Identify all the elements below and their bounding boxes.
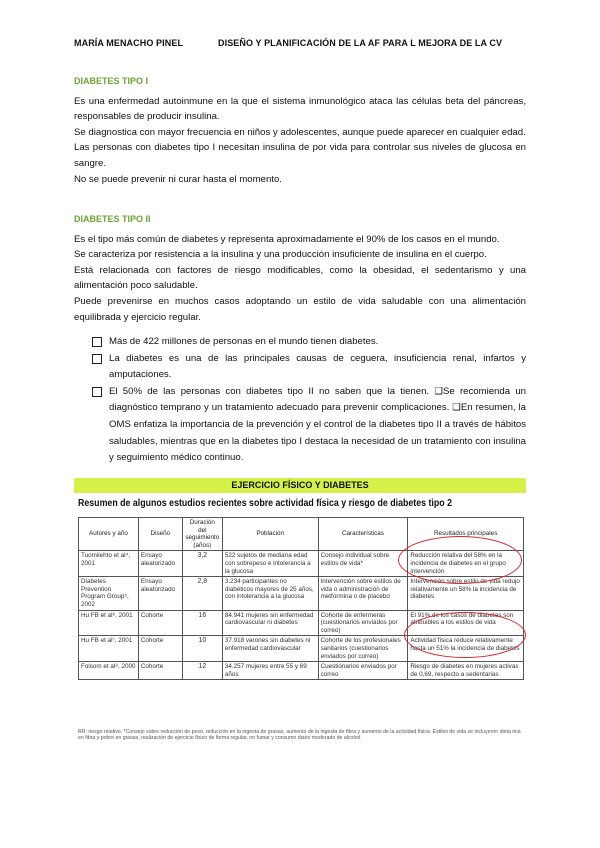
column-header: Autores y año bbox=[79, 518, 139, 551]
table-cell: Intervención sobre estilo de vida redujo relativamente un 58% la incidencia de diabetes bbox=[408, 577, 524, 610]
table-cell: 12 bbox=[182, 662, 222, 680]
list-item bbox=[92, 334, 526, 351]
header-author: MARÍA MENACHO PINEL bbox=[74, 38, 184, 48]
list-item-text: La diabetes es una de las principales causas de ceguera, insuficiencia renal, infartos y amputaciones. bbox=[109, 352, 526, 381]
table-cell: Hu FB et al⁶, 2001 bbox=[79, 610, 139, 636]
column-header: Características bbox=[318, 518, 408, 551]
table-cell: 37.918 varones sin diabetes ni enfermedad cardiovascular bbox=[222, 636, 318, 662]
paragraph: Está relacionada con factores de riesgo modificables, como la obesidad, el sedentarismo y una alimentación poco saludable. bbox=[74, 264, 526, 292]
paragraph: Las personas con diabetes tipo I necesitan insulina de por vida para controlar sus niveles de glucosa en sangre. bbox=[74, 142, 526, 169]
column-header: Duración del seguimiento (años) bbox=[182, 518, 222, 551]
list-item bbox=[92, 384, 526, 467]
table-cell: 3,2 bbox=[182, 551, 222, 577]
paragraph: Es el tipo más común de diabetes y representa aproximadamente el 90% de los casos en el mundo. bbox=[74, 233, 500, 245]
list-item-text: El 50% de las personas con diabetes tipo II no saben que la tienen. ❑Se recomienda un diagnóstico temprano y un tratamiento adecuado para prevenir complicaciones. ❑En resumen, la OMS enfatiza la importancia de la prevención y el control de la diabetes tipo II a través de hábitos saludables, mientras que en la diabetes tipo I destaca la necesidad de un tratamiento con insulina y seguimiento médico continuo. bbox=[109, 385, 526, 464]
paragraph: Es una enfermedad autoinmune en la que el sistema inmunológico ataca las células beta del páncreas, responsables de producir insulina. bbox=[74, 95, 526, 123]
checkbox-bullet-icon bbox=[92, 337, 102, 347]
table-cell: Riesgo de diabetes en mujeres activas de 0,69, respecto a sedentarias bbox=[408, 662, 524, 680]
column-header: Resultados principales bbox=[408, 518, 524, 551]
table-cell: 16 bbox=[182, 610, 222, 636]
checkbox-bullet-icon bbox=[92, 387, 102, 397]
highlight-ellipse bbox=[398, 536, 522, 584]
section-heading: DIABETES TIPO II bbox=[74, 214, 151, 224]
figure-title: Resumen de algunos estudios recientes sobre actividad física y riesgo de diabetes tipo 2 bbox=[78, 497, 452, 509]
paragraph: No se puede prevenir ni curar hasta el momento. bbox=[74, 173, 282, 185]
paragraph: Puede prevenirse en muchos casos adoptando un estilo de vida saludable con una alimentación equilibrada y ejercicio regular. bbox=[74, 295, 526, 323]
table-cell: Cohorte de los profesionales sanitarios (cuestionarios enviados por correo) bbox=[318, 636, 408, 662]
highlight-ellipse bbox=[404, 612, 526, 658]
table-banner: EJERCICIO FÍSICO Y DIABETES bbox=[74, 478, 526, 493]
table-cell: Cuestionarios enviados por correo bbox=[318, 662, 408, 680]
table-cell: 3.234 participantes no diabéticos mayores de 25 años, con intolerancia a la glucosa bbox=[222, 577, 318, 610]
list-item-text: Más de 422 millones de personas en el mundo tienen diabetes. bbox=[109, 336, 379, 347]
table-cell: Folsom et al⁸, 2000 bbox=[79, 662, 139, 680]
column-header: Diseño bbox=[138, 518, 182, 551]
table-cell: 34.257 mujeres entre 55 y 69 años bbox=[222, 662, 318, 680]
section-diabetes-type-2 bbox=[74, 212, 526, 325]
table-cell: Ensayo aleatorizado bbox=[138, 551, 182, 577]
column-header: Población bbox=[222, 518, 318, 551]
table-cell: 10 bbox=[182, 636, 222, 662]
list-item bbox=[92, 351, 526, 384]
table-cell: Reducción relativa del 58% en la incidencia de diabetes en el grupo intervención bbox=[408, 551, 524, 577]
table-cell: Hu FB et al⁷, 2001 bbox=[79, 636, 139, 662]
table-cell: Cohorte bbox=[138, 662, 182, 680]
table-cell: Cohorte bbox=[138, 636, 182, 662]
table-cell: 2,8 bbox=[182, 577, 222, 610]
table-cell: El 91% de los casos de diabetes son atribuibles a los estilos de vida bbox=[408, 610, 524, 636]
checkbox-bullet-icon bbox=[92, 354, 102, 364]
table-cell: 522 sujetos de mediana edad con sobrepeso e intolerancia a la glucosa bbox=[222, 551, 318, 577]
table-cell: Diabetes Prevention Program Group⁵, 2002 bbox=[79, 577, 139, 610]
table-row bbox=[79, 662, 524, 680]
section-heading: DIABETES TIPO I bbox=[74, 76, 149, 86]
table-cell: Ensayo aleatorizado bbox=[138, 577, 182, 610]
table-cell: Actividad física reduce relativamente hasta un 51% la incidencia de diabetes bbox=[408, 636, 524, 662]
table-cell: Tuomilehto et al⁴, 2001 bbox=[79, 551, 139, 577]
bullet-list bbox=[92, 334, 526, 467]
table-cell: Consejo individual sobre estilos de vida* bbox=[318, 551, 408, 577]
table-cell: 84.941 mujeres sin enfermedad cardiovascular ni diabetes bbox=[222, 610, 318, 636]
paragraph: Se diagnostica con mayor frecuencia en niños y adolescentes, aunque puede aparecer en cualquier edad. bbox=[74, 126, 526, 138]
section-diabetes-type-1 bbox=[74, 74, 526, 187]
table-cell: Cohorte de enfermeras (cuestionarios enviados por correo) bbox=[318, 610, 408, 636]
header-title: DISEÑO Y PLANIFICACIÓN DE LA AF PARA L MEJORA DE LA CV bbox=[218, 38, 503, 48]
paragraph: Se caracteriza por resistencia a la insulina y una producción insuficiente de insulina en el cuerpo. bbox=[74, 249, 487, 261]
table-cell: Intervención sobre estilos de vida o administración de metformina o de placebo bbox=[318, 577, 408, 610]
table-cell: Cohorte bbox=[138, 610, 182, 636]
figure-footnote: RR: riesgo relativo. *Consejo sobre reducción de peso, reducción en la ingesta de grasas, aumento de la ingesta de fibra y aumento de la actividad física. Estilos de vida se incluyeron dieta rica en fibra y pobre en grasas, realización de ejercicio físico de forma regular, no fumar y consumo diario moderado de alcohol. bbox=[78, 729, 521, 742]
